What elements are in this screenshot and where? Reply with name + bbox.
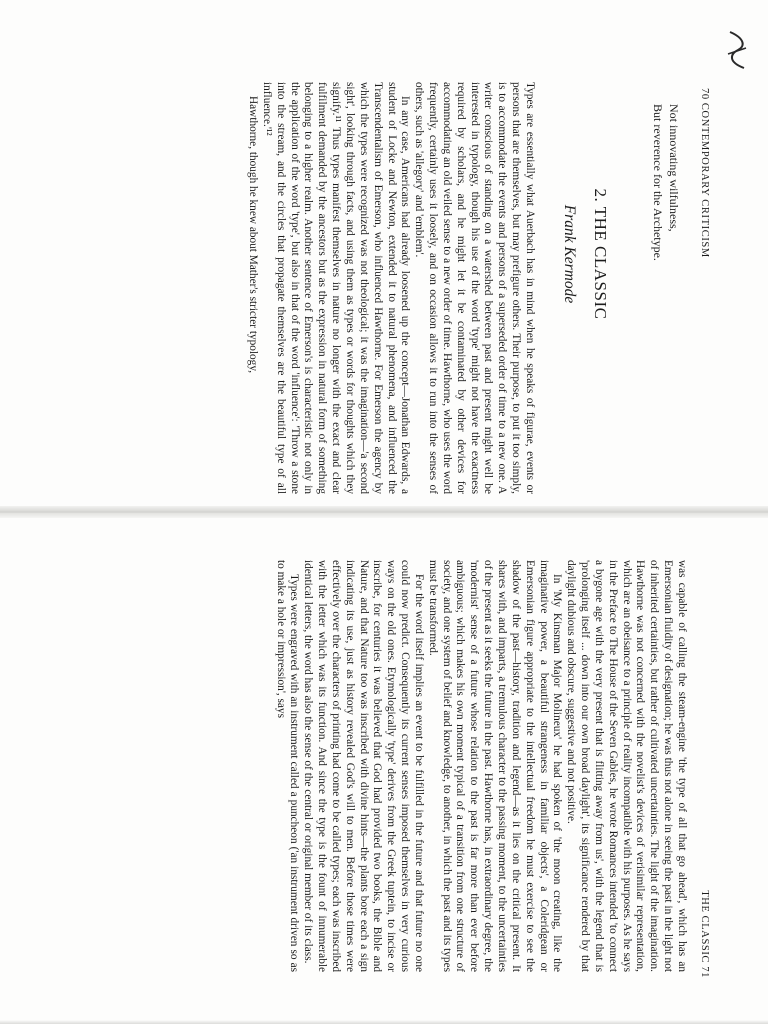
body-paragraph: In any case, Americans had already loosened up the concept—Jonathan Edwards, a student of Locke and Newton, extended it to natural phenomena, and influenced the Transcendentalism of Emerson, who influenced Hawthorne. For Emerson the agency by which the types were recognized was not theological; it was the imagination—'a second sight', looking through facts, and using them as types or words for thoughts which they signify.¹¹ Thus types manifest themselves in nature no longer with the exact and clear fulfilment demanded by the ancestors but as the expression in natural form of something belonging to a higher realm. Another sentence of Emerson's is characteristic not only in the application of the word 'type', but also in that of the word 'influence': 'Throw a stone into the stream, and the circles that propagate themselves are the beautiful type of all influence.'¹²	[260, 82, 412, 494]
epigraph-line: But reverence for the Archetype.	[651, 104, 665, 261]
body-paragraph: Types were engraved with an instrument called a puncheon ('an instrument driven so as to make a hole or impression', says	[274, 560, 301, 972]
chapter-title: 2. THE CLASSIC	[591, 188, 610, 320]
running-head-right: THE CLASSIC 71	[699, 890, 710, 978]
chapter-author: Frank Kermode	[561, 204, 578, 304]
body-paragraph: For the word itself implies an event to be fulfilled in the future and that future no one could now predict. Consequently its current senses imposed themselves in very curious ways on the old ones. Etymologically 'type' derives from the Greek tuptein, to incise or inscribe, for centuries it was believed that God had provided two books, the Bible and Nature, and that Nature too was inscribed with divine hints—the plants bore each a sign indicating its use, just as history revealed God's will to men. Before those times were effectively over the characters of printing had come to be called types; each was inscribed with the letter which was its function. And since the type is the fount of innumerable identical letters, the word has also the sense of the central or original member of its class.	[302, 560, 425, 972]
right-page	[0, 516, 768, 1024]
left-page-body	[245, 82, 536, 494]
running-head-left: 70 CONTEMPORARY CRITICISM	[699, 88, 710, 258]
body-paragraph: Hawthorne, though he knew about Mather's stricter typology,	[247, 96, 260, 374]
body-paragraph: Types are essentially what Auerbach has in mind when he speaks of figurae, events or persons that are themselves, but may prefigure others. Their purpose, to put it too simply, is to accommodate the events and persons of a superseded order of time to a new one. A writer conscious of standing on a watershed between past and present might well be interested in typology, though his use of the word 'type' might not have the exactness required by scholars, and he might let it be contaminated by other devices for accommodating an old veiled sense to a new order of time. Hawthorne, who uses the word frequently, certainly uses it loosely, and on occasion allows it to run into the senses of others, such as 'allegory' and 'emblem'.	[413, 82, 536, 494]
left-page	[0, 0, 768, 508]
epigraph	[650, 104, 682, 261]
right-page-body	[273, 560, 688, 972]
body-paragraph: In 'My Kinsman Major Molineux' he had spoken of 'the moon creating, like the imaginative power, a beautiful strangeness in familiar objects', a Coleridgean or Emersonian figure appropriate to the intellectual freedom he must exercise to see the shadow of the past—history, tradition and legend—as it lies on the critical present. It shares with, and imparts, a tremulous character to the passing moment, to the uncertainties of the present as it seeks the future in the past. Hawthorne has, in extraordinary degree, the 'modernist' sense of a future whose relation to the past is far more than ever before ambiguous; which makes his own moment typical of a transition from one structure of society, and one system of belief and knowledge, to another, in which the past and its types must be transformed.	[426, 560, 564, 972]
epigraph-line: Not innovating wilfulness,	[667, 104, 681, 232]
body-paragraph: was capable of calling the steam-engine 'the type of all that go ahead', which has an Emersonian fluidity of designation; he was thus not alone in seeing the past in the light not of inherited certainties, but rather of cultivated uncertainties. The light of the imagination. Hawthorne was not concerned with the novelist's devices of verisimilar representation, which are an obeisance to a principle of reality incompatible with his purposes. As he says in the Preface to The House of the Seven Gables, he wrote Romances intended 'to connect a bygone age with the very present that is flitting away from us', with the legend that is 'prolonging itself ... down into our own broad daylight', its significance rendered by that daylight dubious and obscure, suggestive and not positive.	[565, 560, 688, 972]
page-edge-shadow	[0, 1020, 768, 1024]
